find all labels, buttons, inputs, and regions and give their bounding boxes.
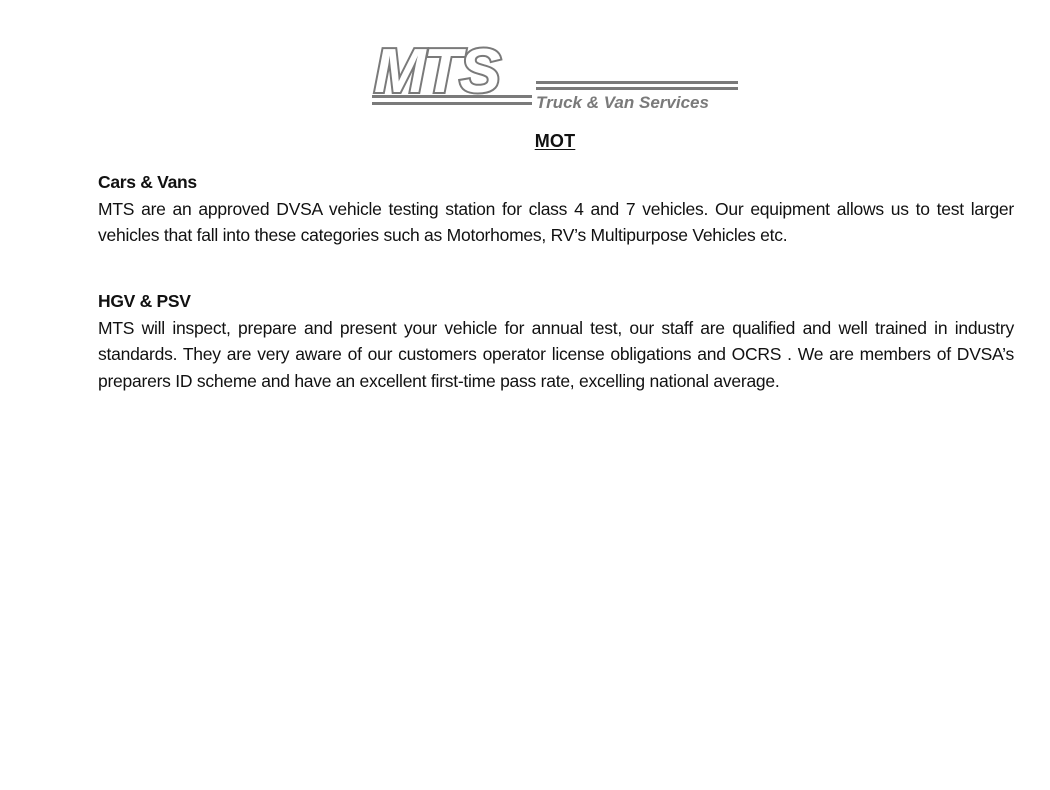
section-heading: HGV & PSV <box>98 291 191 311</box>
section-hgv-psv <box>98 290 1014 394</box>
mts-logo-graphic <box>370 40 742 114</box>
page-title: MOT <box>534 131 576 151</box>
logo-brand-text: MTS <box>374 40 499 106</box>
section-body: MTS are an approved DVSA vehicle testing station for class 4 and 7 vehicles. Our equipment allows us to test larger vehicles that fall into these categories such as Motorhomes, RV’s Multipurpose Vehicles etc. <box>98 199 1014 246</box>
section-heading: Cars & Vans <box>98 172 197 192</box>
section-body: MTS will inspect, prepare and present your vehicle for annual test, our staff are qualified and well trained in industry standards. They are very aware of our customers operator license obligations and OCRS . We are members of DVSA’s preparers ID scheme and have an excellent first-time pass rate, excelling national average. <box>98 318 1014 391</box>
company-logo <box>370 40 742 114</box>
logo-tagline-text: Truck & Van Services <box>536 93 709 112</box>
section-cars-vans <box>98 171 1014 249</box>
